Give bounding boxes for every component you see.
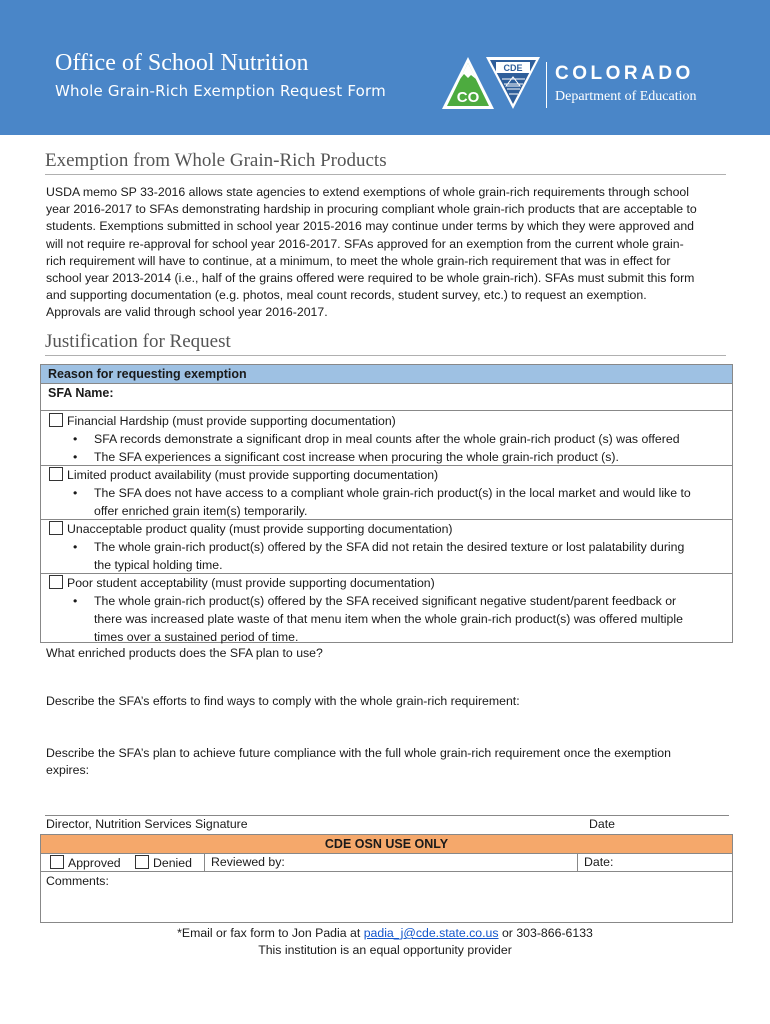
unacceptable-quality-checkbox[interactable] bbox=[49, 521, 63, 535]
paragraph-line: Approvals are valid through school year 2016-2017. bbox=[46, 305, 328, 320]
sfa-name-field[interactable] bbox=[40, 383, 733, 411]
option-bullet bbox=[49, 592, 729, 646]
bullet-text: SFA records demonstrate a significant drop in meal counts after the whole grain-rich product (s) was offered bbox=[94, 432, 680, 446]
header-banner bbox=[0, 0, 770, 135]
bullet-icon: • bbox=[73, 450, 78, 464]
paragraph-line: will not require re-approval for school year 2016-2017. SFAs approved for an exemption from the current whole grain- bbox=[46, 236, 684, 251]
question-comply-efforts: Describe the SFA’s efforts to find ways to comply with the whole grain-rich requirement: bbox=[46, 694, 520, 708]
email-link[interactable]: padia_j@cde.state.co.us bbox=[363, 926, 499, 940]
approved-label: Approved bbox=[68, 856, 121, 870]
paragraph-line: and supporting documentation (e.g. photos, meal count records, student survey, etc.) to request an exemption. bbox=[46, 288, 647, 303]
comments-field[interactable] bbox=[40, 871, 733, 923]
bullet-icon: • bbox=[73, 594, 78, 608]
logo-department-text: Department of Education bbox=[555, 89, 697, 104]
reviewed-by-label: Reviewed by: bbox=[211, 855, 285, 869]
osn-review-row bbox=[40, 853, 733, 872]
approved-checkbox[interactable] bbox=[50, 855, 64, 869]
bullet-icon: • bbox=[73, 432, 78, 446]
sfa-name-label: SFA Name: bbox=[48, 386, 114, 400]
limited-availability-checkbox[interactable] bbox=[49, 467, 63, 481]
option-limited-availability bbox=[49, 466, 729, 520]
denied-checkbox[interactable] bbox=[135, 855, 149, 869]
option-label: Financial Hardship (must provide supporting documentation) bbox=[67, 414, 396, 428]
option-bullet bbox=[49, 448, 729, 466]
bullet-text: The whole grain-rich product(s) offered by the SFA received significant negative student/parent feedback or bbox=[94, 594, 677, 608]
approved-option bbox=[50, 855, 121, 870]
paragraph-line: school year 2013-2014 (i.e., half of the grains offered were required to be whole grain-rich). SFAs must submit this form bbox=[46, 271, 695, 286]
footer-equal-opportunity: This institution is an equal opportunity provider bbox=[258, 943, 512, 957]
poor-acceptability-checkbox[interactable] bbox=[49, 575, 63, 589]
reviewed-by-field[interactable] bbox=[211, 855, 285, 869]
paragraph-line: rich requirement will have to continue, at a minimum, to meet the whole grain-rich requirement that was in effect for bbox=[46, 253, 671, 268]
page-title: Office of School Nutrition bbox=[55, 50, 309, 76]
bullet-text: times over a sustained period of time. bbox=[94, 630, 299, 644]
reason-table-header: Reason for requesting exemption bbox=[40, 364, 733, 384]
paragraph-line: students. Exemptions submitted in school year 2015-2016 may continue under terms by which they were approved and bbox=[46, 219, 695, 234]
bullet-text: the typical holding time. bbox=[94, 558, 223, 572]
logo-cde-text: CDE bbox=[503, 63, 523, 73]
paragraph-line: year 2016-2017 to SFAs demonstrating hardship in procuring compliant whole grain-rich products that are acceptable to bbox=[46, 202, 697, 217]
question-enriched-products: What enriched products does the SFA plan to use? bbox=[46, 646, 323, 660]
paragraph-line: USDA memo SP 33-2016 allows state agencies to extend exemptions of whole grain-rich requirements through school bbox=[46, 185, 689, 199]
intro-paragraph bbox=[46, 184, 728, 322]
bullet-text: offer enriched grain item(s) temporarily. bbox=[94, 504, 308, 518]
signature-label: Director, Nutrition Services Signature bbox=[46, 817, 248, 831]
option-financial-hardship bbox=[49, 412, 729, 466]
page-subtitle: Whole Grain-Rich Exemption Request Form bbox=[55, 82, 386, 100]
option-label: Poor student acceptability (must provide supporting documentation) bbox=[67, 576, 435, 590]
signature-date-label: Date bbox=[589, 817, 615, 831]
cell-divider bbox=[577, 854, 578, 871]
option-poor-acceptability bbox=[49, 574, 729, 646]
question-line: expires: bbox=[46, 763, 90, 778]
logo-co-text: CO bbox=[456, 89, 480, 106]
section-rule bbox=[45, 355, 726, 356]
section-heading-justification: Justification for Request bbox=[45, 331, 231, 352]
option-label: Limited product availability (must provide supporting documentation) bbox=[67, 468, 439, 482]
question-line: Describe the SFA’s plan to achieve future compliance with the full whole grain-rich requirement once the exemption bbox=[46, 746, 671, 760]
denied-label: Denied bbox=[153, 856, 192, 870]
option-bullet bbox=[49, 538, 729, 574]
comments-label: Comments: bbox=[46, 874, 109, 888]
bullet-icon: • bbox=[73, 540, 78, 554]
review-date-label: Date: bbox=[584, 855, 614, 869]
signature-line[interactable] bbox=[45, 815, 729, 816]
option-label: Unacceptable product quality (must provide supporting documentation) bbox=[67, 522, 453, 536]
cell-divider bbox=[204, 854, 205, 871]
footer-contact bbox=[0, 926, 770, 940]
bullet-text: The SFA experiences a significant cost increase when procuring the whole grain-rich product (s). bbox=[94, 450, 619, 464]
option-bullet bbox=[49, 484, 729, 520]
section-rule bbox=[45, 174, 726, 175]
denied-option bbox=[135, 855, 192, 870]
option-bullet bbox=[49, 430, 729, 448]
cde-logo-icon bbox=[440, 55, 544, 111]
bullet-text: there was increased plate waste of that menu item when the whole grain-rich product(s) was offered multiple bbox=[94, 612, 683, 626]
section-heading-exemption: Exemption from Whole Grain-Rich Products bbox=[45, 150, 387, 171]
logo-divider bbox=[546, 62, 547, 108]
osn-use-only-header: CDE OSN USE ONLY bbox=[40, 834, 733, 854]
footer-suffix: or 303-866-6133 bbox=[501, 926, 593, 940]
footer-prefix: *Email or fax form to Jon Padia at bbox=[177, 926, 361, 940]
option-unacceptable-quality bbox=[49, 520, 729, 574]
logo-colorado-text: COLORADO bbox=[555, 63, 694, 84]
bullet-text: The SFA does not have access to a compliant whole grain-rich product(s) in the local market and would like to bbox=[94, 486, 691, 500]
review-date-field[interactable] bbox=[584, 855, 613, 869]
bullet-icon: • bbox=[73, 486, 78, 500]
question-future-compliance bbox=[46, 745, 726, 779]
bullet-text: The whole grain-rich product(s) offered by the SFA did not retain the desired texture or lost palatability during bbox=[94, 540, 685, 554]
financial-hardship-checkbox[interactable] bbox=[49, 413, 63, 427]
reason-options bbox=[40, 410, 733, 643]
